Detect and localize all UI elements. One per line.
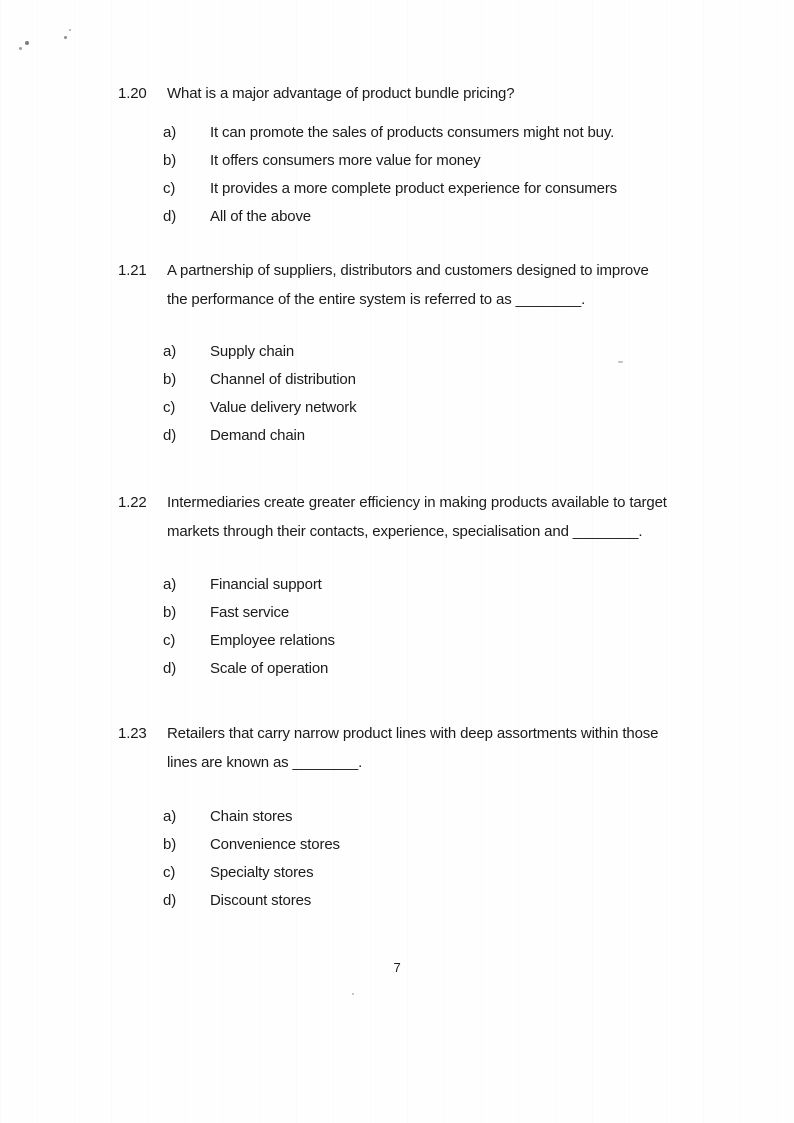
option-row xyxy=(163,119,718,147)
question-block-1-23 xyxy=(118,719,718,915)
option-letter: b) xyxy=(163,604,177,621)
option-letter: b) xyxy=(163,371,177,388)
question-text xyxy=(167,256,718,314)
option-letter: c) xyxy=(163,864,176,881)
option-row xyxy=(163,887,718,915)
option-text: Convenience stores xyxy=(210,836,340,853)
option-row xyxy=(163,571,718,599)
question-number: 1.22 xyxy=(118,494,147,511)
option-row xyxy=(163,338,718,366)
question-head xyxy=(118,256,718,314)
option-text: It offers consumers more value for money xyxy=(210,152,481,169)
option-row xyxy=(163,203,718,231)
option-letter: a) xyxy=(163,808,177,825)
question-block-1-20 xyxy=(118,79,718,231)
option-text: Specialty stores xyxy=(210,864,314,881)
question-head xyxy=(118,488,718,546)
question-block-1-22 xyxy=(118,488,718,683)
option-letter: b) xyxy=(163,152,177,169)
option-letter: d) xyxy=(163,892,177,909)
option-text: Channel of distribution xyxy=(210,371,356,388)
scan-artifact xyxy=(19,47,22,50)
options-list xyxy=(163,571,718,683)
option-letter: d) xyxy=(163,208,177,225)
option-text: Demand chain xyxy=(210,427,305,444)
question-text xyxy=(167,79,718,108)
option-letter: c) xyxy=(163,180,176,197)
options-list xyxy=(163,803,718,915)
scan-artifact xyxy=(64,36,67,39)
option-text: Chain stores xyxy=(210,808,293,825)
option-letter: a) xyxy=(163,124,177,141)
option-text: Value delivery network xyxy=(210,399,357,416)
option-text: It can promote the sales of products consumers might not buy. xyxy=(210,124,615,141)
option-letter: c) xyxy=(163,632,176,649)
option-text: Scale of operation xyxy=(210,660,329,677)
question-block-1-21 xyxy=(118,256,718,450)
option-row xyxy=(163,394,718,422)
option-row xyxy=(163,655,718,683)
scan-artifact xyxy=(25,41,29,45)
question-head xyxy=(118,719,718,777)
option-letter: c) xyxy=(163,399,176,416)
question-number: 1.20 xyxy=(118,85,147,102)
option-text: Employee relations xyxy=(210,632,335,649)
option-letter: a) xyxy=(163,576,177,593)
question-text-line: markets through their contacts, experience, specialisation and ________. xyxy=(167,523,643,540)
question-text xyxy=(167,488,718,546)
options-list xyxy=(163,338,718,450)
option-row xyxy=(163,599,718,627)
option-letter: d) xyxy=(163,427,177,444)
option-row xyxy=(163,859,718,887)
question-number: 1.21 xyxy=(118,262,147,279)
option-row xyxy=(163,366,718,394)
option-row xyxy=(163,422,718,450)
question-text-line: the performance of the entire system is referred to as ________. xyxy=(167,291,586,308)
option-row xyxy=(163,175,718,203)
question-text-line: lines are known as ________. xyxy=(167,754,363,771)
question-text-line: What is a major advantage of product bundle pricing? xyxy=(167,85,515,102)
option-row xyxy=(163,627,718,655)
option-text: Discount stores xyxy=(210,892,312,909)
question-head xyxy=(118,79,718,108)
option-text: It provides a more complete product experience for consumers xyxy=(210,180,618,197)
scan-artifact xyxy=(69,29,71,31)
option-row xyxy=(163,831,718,859)
option-row xyxy=(163,147,718,175)
option-row xyxy=(163,803,718,831)
option-letter: a) xyxy=(163,343,177,360)
option-text: Fast service xyxy=(210,604,290,621)
question-text-line: A partnership of suppliers, distributors and customers designed to improve xyxy=(167,262,649,279)
option-text: All of the above xyxy=(210,208,312,225)
question-number: 1.23 xyxy=(118,725,147,742)
option-text: Financial support xyxy=(210,576,322,593)
question-text-line: Retailers that carry narrow product lines with deep assortments within those xyxy=(167,725,659,742)
question-text-line: Intermediaries create greater efficiency in making products available to target xyxy=(167,494,667,511)
scan-artifact xyxy=(352,993,354,995)
page-number: 7 xyxy=(393,960,401,975)
option-text: Supply chain xyxy=(210,343,295,360)
option-letter: b) xyxy=(163,836,177,853)
question-text xyxy=(167,719,718,777)
options-list xyxy=(163,119,718,231)
option-letter: d) xyxy=(163,660,177,677)
